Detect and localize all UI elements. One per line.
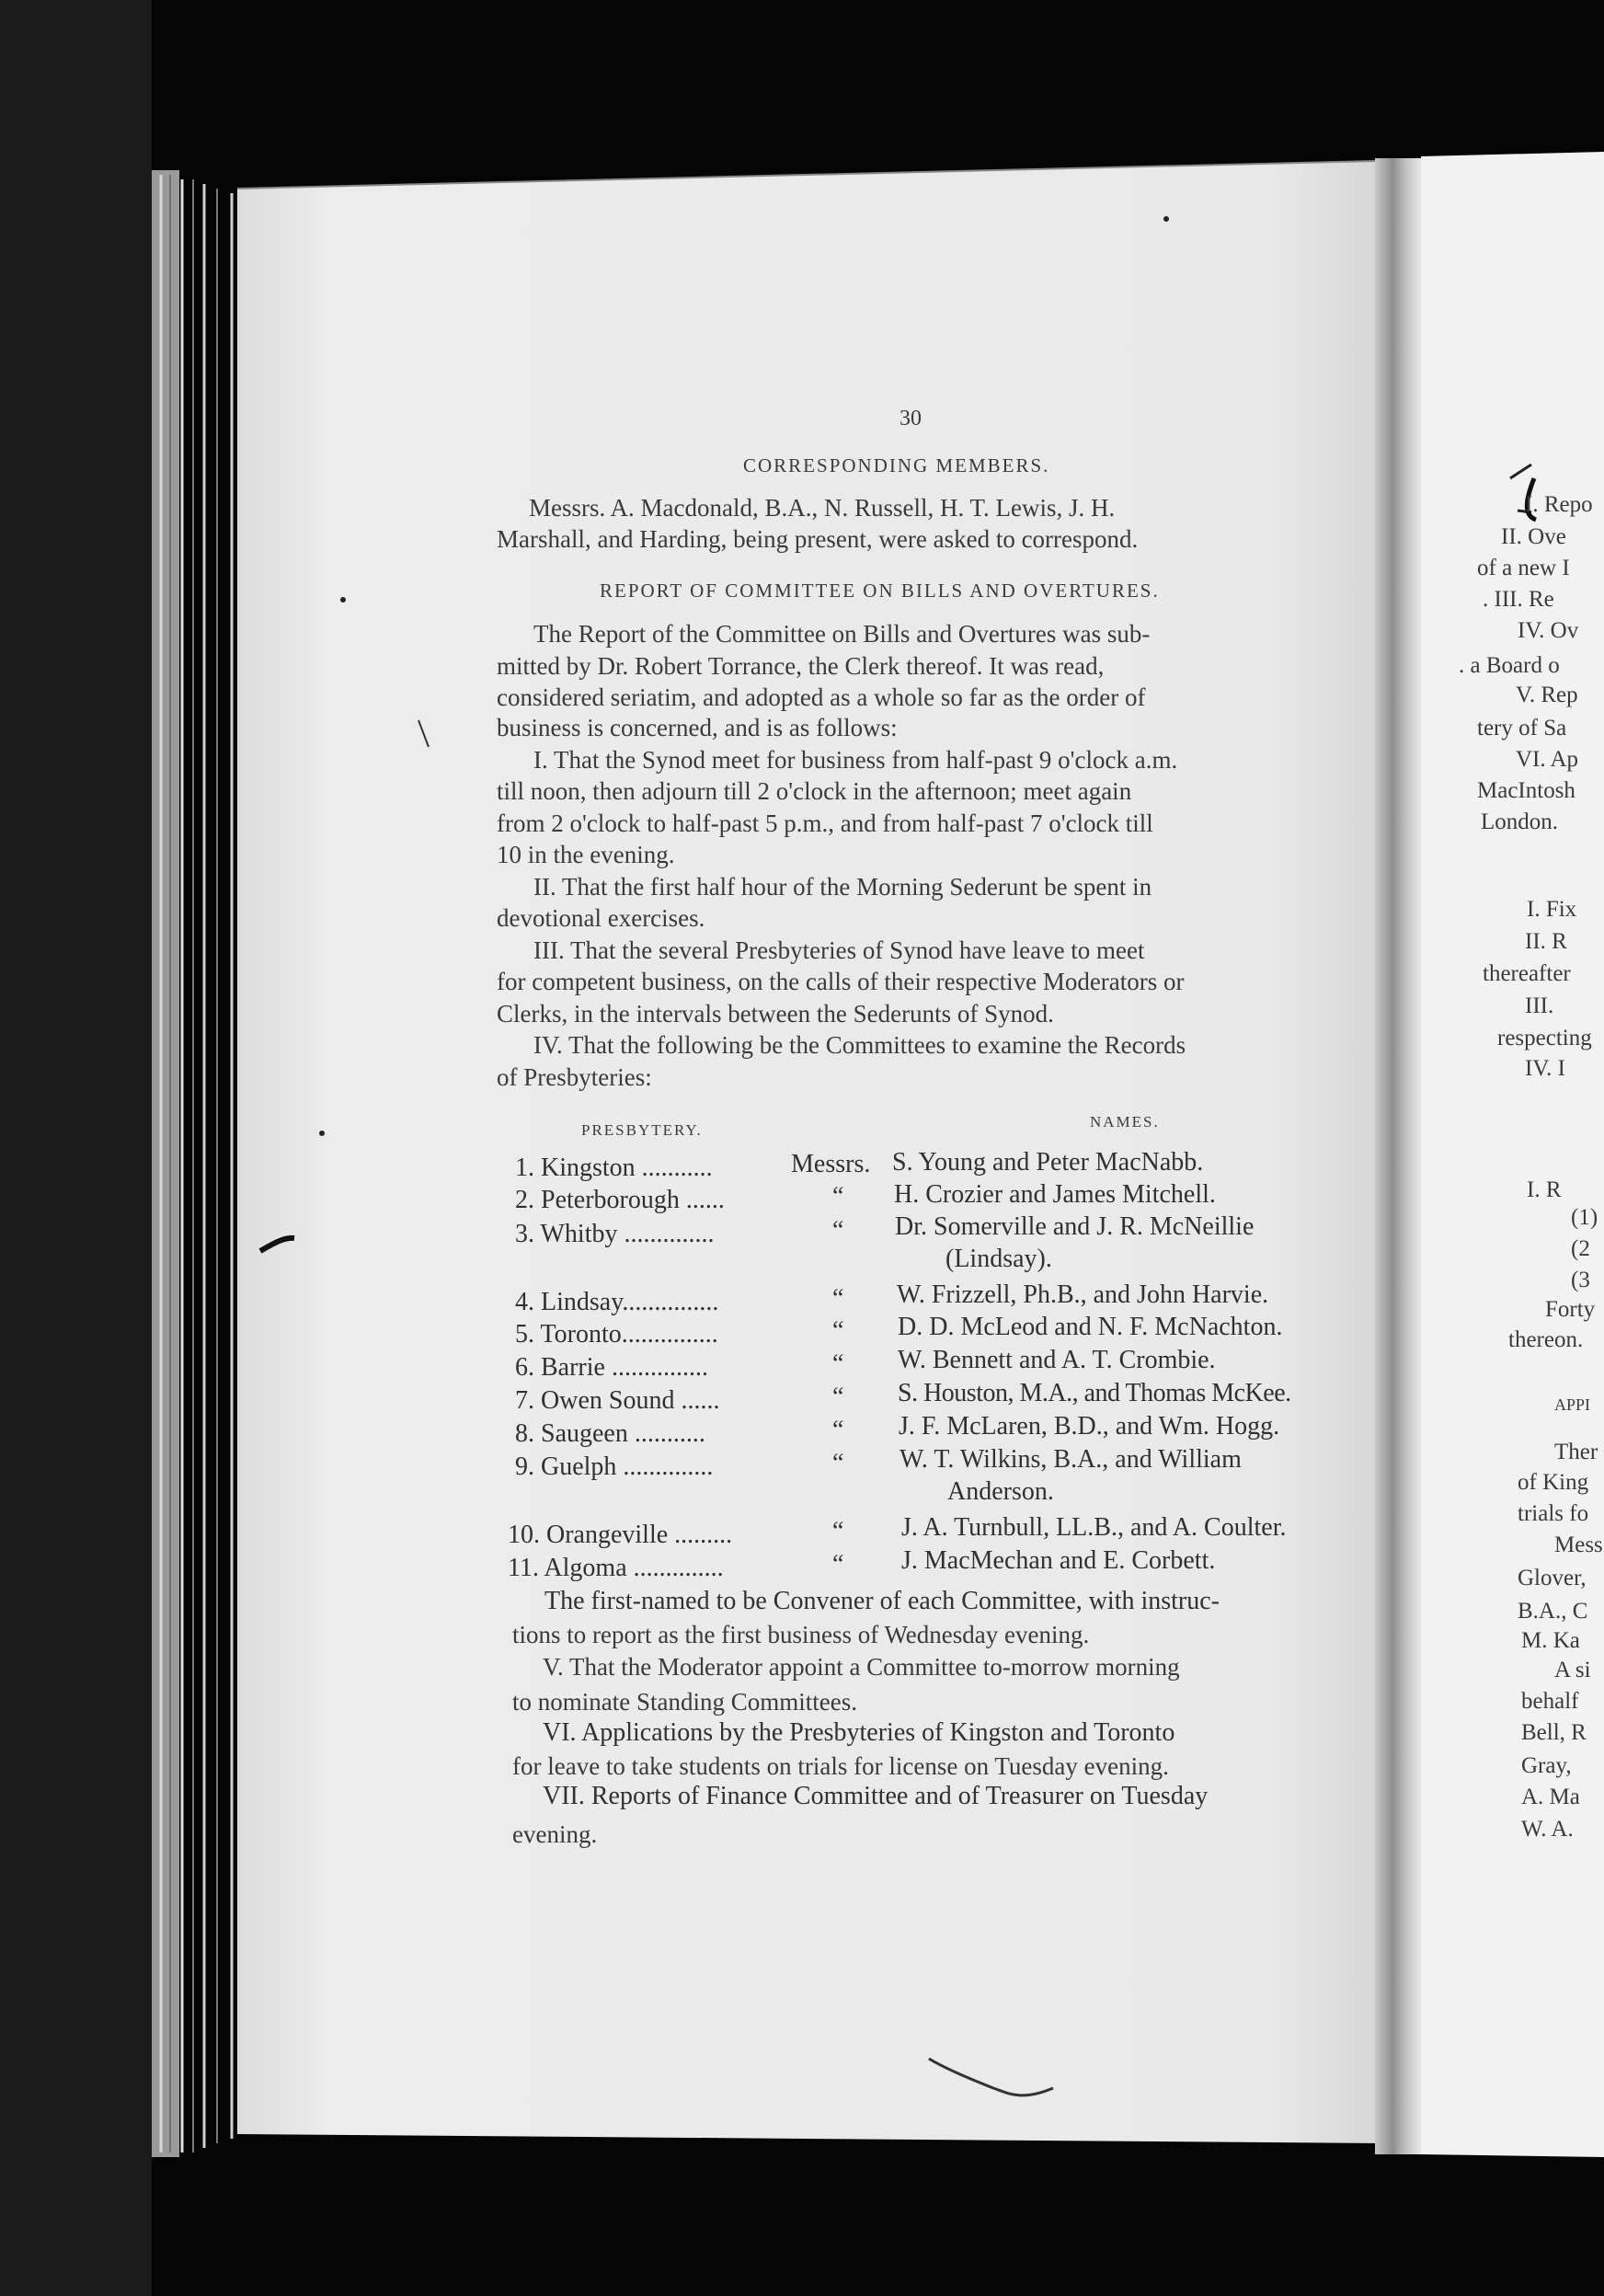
fragment-line: Bell, R — [1521, 1720, 1587, 1745]
paragraph-line: III. That the several Presbyteries of Synod have leave to meet — [533, 936, 1145, 964]
fragment-line: Glover, — [1518, 1566, 1587, 1590]
fragment-line: Gray, — [1521, 1753, 1572, 1778]
fragment-line: II. Ove — [1501, 524, 1566, 549]
paragraph-line: of Presbyteries: — [497, 1063, 652, 1091]
fragment-line: . III. Re — [1483, 587, 1554, 612]
names-prefix: “ — [832, 1517, 844, 1545]
fragment-line: I. Repo — [1525, 492, 1593, 517]
section-heading-report: REPORT OF COMMITTEE ON BILLS AND OVERTURES. — [600, 580, 1160, 602]
fragment-line: Mess — [1554, 1533, 1603, 1557]
fragment-line: tery of Sa — [1477, 716, 1567, 740]
fragment-line: thereon. — [1508, 1327, 1584, 1352]
fragment-line: of King — [1518, 1470, 1589, 1495]
fragment-line: IV. I — [1525, 1056, 1565, 1081]
names-prefix: “ — [832, 1383, 844, 1411]
fragment-line: thereafter — [1483, 961, 1571, 986]
paragraph-line: The Report of the Committee on Bills and Overtures was sub- — [533, 620, 1151, 648]
committee-names: W. T. Wilkins, B.A., and William — [899, 1445, 1242, 1474]
fragment-line: Forty — [1545, 1297, 1596, 1322]
paragraph-line: V. That the Moderator appoint a Committee to-morrow morning — [543, 1653, 1180, 1681]
presbytery-name: 10. Orangeville ......... — [508, 1521, 733, 1549]
fragment-line: I. R — [1527, 1177, 1562, 1202]
section-heading-corresponding-members: CORRESPONDING MEMBERS. — [743, 454, 1050, 476]
presbytery-name: 5. Toronto............... — [515, 1320, 718, 1349]
paragraph-line: from 2 o'clock to half-past 5 p.m., and from half-past 7 o'clock till — [497, 809, 1153, 837]
presbytery-name: 8. Saugeen ........... — [515, 1419, 705, 1448]
paragraph-line: Clerks, in the intervals between the Sederunts of Synod. — [497, 1000, 1054, 1027]
paragraph-line: Marshall, and Harding, being present, were asked to correspond. — [497, 525, 1139, 553]
names-prefix: “ — [832, 1284, 844, 1313]
fragment-line: of a new I — [1477, 556, 1570, 580]
names-prefix: “ — [832, 1349, 844, 1378]
paragraph-line: VII. Reports of Finance Committee and of Treasurer on Tuesday — [543, 1782, 1209, 1810]
fragment-line: W. A. — [1521, 1817, 1574, 1842]
fragment-line: behalf — [1521, 1689, 1579, 1714]
presbytery-name: 11. Algoma .............. — [508, 1554, 724, 1582]
paragraph-line: to nominate Standing Committees. — [512, 1688, 857, 1716]
paragraph-line: II. That the first half hour of the Morning Sederunt be spent in — [533, 873, 1152, 901]
fragment-line: VI. Ap — [1516, 747, 1579, 772]
paragraph-line: Messrs. A. Macdonald, B.A., N. Russell, H. T. Lewis, J. H. — [529, 494, 1116, 522]
page-number: 30 — [899, 407, 922, 430]
fragment-line: London. — [1481, 809, 1559, 834]
paragraph-line: till noon, then adjourn till 2 o'clock in the afternoon; meet again — [497, 777, 1132, 805]
names-prefix: “ — [832, 1416, 844, 1444]
presbytery-name: 4. Lindsay............... — [515, 1288, 719, 1316]
paragraph-line: evening. — [512, 1820, 598, 1848]
paragraph-line: The first-named to be Convener of each Committee, with instruc- — [544, 1587, 1220, 1615]
fragment-line: III. — [1525, 993, 1554, 1018]
fragment-line: MacIntosh — [1477, 778, 1575, 803]
presbytery-name: 3. Whitby .............. — [515, 1220, 715, 1248]
paragraph-line: tions to report as the first business of Wednesday evening. — [512, 1621, 1090, 1648]
paragraph-line: VI. Applications by the Presbyteries of Kingston and Toronto — [543, 1718, 1175, 1747]
committee-names: J. A. Turnbull, LL.B., and A. Coulter. — [901, 1513, 1287, 1542]
fragment-line: V. Rep — [1516, 683, 1578, 707]
paragraph-line: 10 in the evening. — [497, 841, 675, 868]
presbytery-name: 2. Peterborough ...... — [515, 1186, 725, 1214]
paragraph-line: for leave to take students on trials for license on Tuesday evening. — [512, 1752, 1169, 1780]
fragment-line: II. R — [1525, 929, 1567, 954]
fragment-line: A. Ma — [1521, 1785, 1580, 1809]
fragment-line: respecting — [1497, 1026, 1592, 1050]
names-prefix: “ — [832, 1316, 844, 1345]
paragraph-line: mitted by Dr. Robert Torrance, the Clerk thereof. It was read, — [497, 652, 1105, 680]
column-header-names: NAMES. — [1090, 1113, 1160, 1131]
committee-names: S. Houston, M.A., and Thomas McKee. — [898, 1379, 1291, 1407]
fragment-line: (1) — [1571, 1205, 1598, 1230]
paragraph-line: IV. That the following be the Committees to examine the Records — [533, 1031, 1186, 1059]
names-prefix: Messrs. — [791, 1150, 871, 1178]
committee-names-continued: Anderson. — [947, 1477, 1054, 1506]
presbytery-name: 7. Owen Sound ...... — [515, 1386, 720, 1415]
fragment-line: A si — [1554, 1658, 1591, 1682]
fragment-line: . a Board o — [1459, 653, 1560, 678]
fragment-line: B.A., C — [1518, 1599, 1588, 1624]
names-prefix: “ — [832, 1449, 844, 1477]
fragment-line: Ther — [1554, 1440, 1598, 1464]
names-prefix: “ — [832, 1550, 844, 1578]
names-prefix: “ — [832, 1216, 844, 1245]
fragment-line: (2 — [1571, 1236, 1590, 1261]
paragraph-line: business is concerned, and is as follows: — [497, 714, 898, 741]
committee-names: W. Bennett and A. T. Crombie. — [898, 1346, 1216, 1374]
committee-names: S. Young and Peter MacNabb. — [892, 1148, 1204, 1177]
fragment-line: I. Fix — [1527, 897, 1577, 922]
committee-names: H. Crozier and James Mitchell. — [894, 1180, 1216, 1209]
committee-names: W. Frizzell, Ph.B., and John Harvie. — [897, 1280, 1269, 1309]
names-prefix: “ — [832, 1182, 844, 1211]
fragment-line: (3 — [1571, 1268, 1590, 1292]
committee-names: D. D. McLeod and N. F. McNachton. — [898, 1313, 1283, 1341]
paragraph-line: considered seriatim, and adopted as a whole so far as the order of — [497, 683, 1146, 711]
fragment-line: IV. Ov — [1518, 618, 1579, 643]
paragraph-line: for competent business, on the calls of their respective Moderators or — [497, 968, 1185, 995]
committee-names-continued: (Lindsay). — [945, 1245, 1052, 1273]
presbytery-name: 6. Barrie ............... — [515, 1353, 708, 1382]
paragraph-line: devotional exercises. — [497, 904, 705, 932]
column-header-presbytery: PRESBYTERY. — [581, 1121, 703, 1139]
fragment-line: M. Ka — [1521, 1628, 1580, 1653]
next-page-fragments — [1426, 156, 1604, 2152]
fragment-line: APPI — [1554, 1395, 1591, 1414]
committee-names: Dr. Somerville and J. R. McNeillie — [895, 1212, 1255, 1241]
presbytery-name: 9. Guelph .............. — [515, 1452, 714, 1481]
committee-names: J. F. McLaren, B.D., and Wm. Hogg. — [899, 1412, 1280, 1441]
committee-names: J. MacMechan and E. Corbett. — [901, 1546, 1216, 1575]
presbytery-name: 1. Kingston ........... — [515, 1154, 713, 1182]
paragraph-line: I. That the Synod meet for business from half-past 9 o'clock a.m. — [533, 746, 1178, 774]
fragment-line: trials fo — [1518, 1501, 1589, 1526]
